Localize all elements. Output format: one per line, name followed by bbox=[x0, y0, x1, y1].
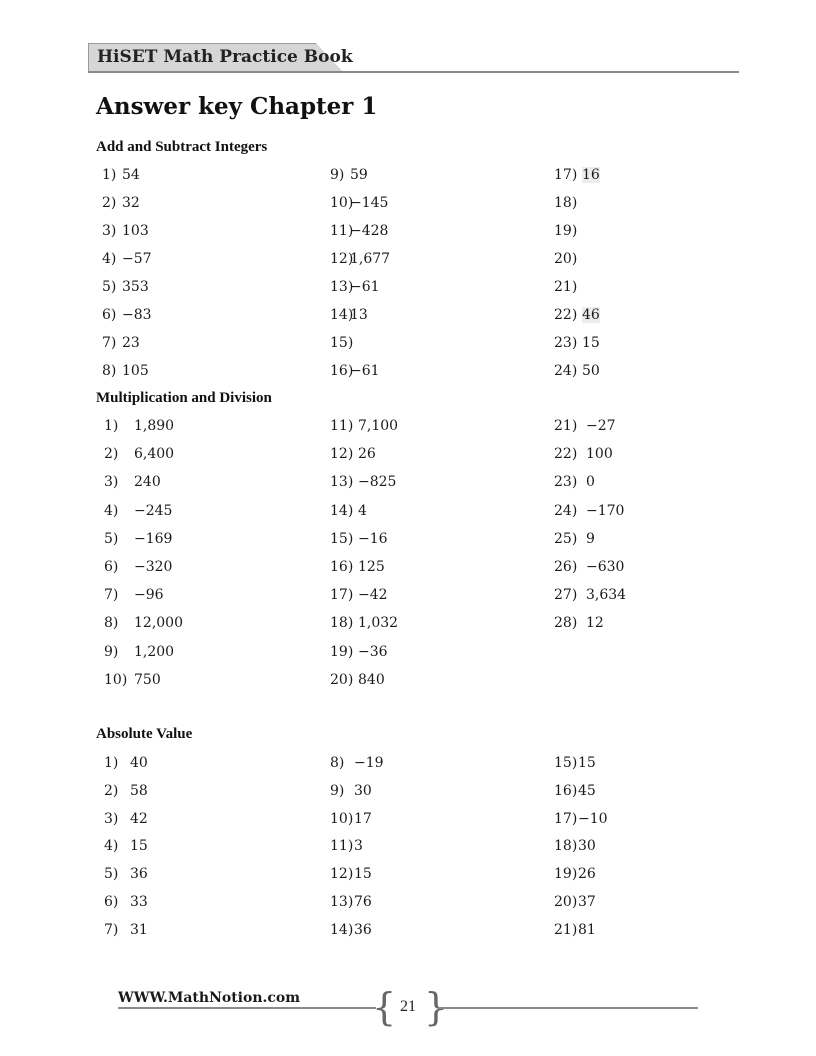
footer-divider-right bbox=[438, 1007, 698, 1009]
answer-item bbox=[104, 810, 148, 827]
answer-item bbox=[330, 671, 385, 688]
answer-item bbox=[554, 418, 616, 434]
answer-value: −320 bbox=[134, 559, 173, 575]
answer-number: 10) bbox=[330, 810, 354, 827]
answer-item bbox=[104, 418, 175, 434]
section-heading: Absolute Value bbox=[96, 726, 193, 742]
answer-number: 17) bbox=[330, 587, 354, 604]
answer-item bbox=[554, 559, 625, 575]
answer-number: 7) bbox=[104, 921, 119, 938]
answer-value: 3 bbox=[354, 838, 363, 855]
answer-number: 8) bbox=[330, 755, 345, 771]
answer-item bbox=[554, 195, 577, 211]
answer-item bbox=[104, 559, 173, 575]
answer-number: 14) bbox=[330, 921, 354, 938]
answer-value: 3,634 bbox=[586, 587, 627, 604]
answer-item bbox=[554, 782, 596, 799]
answer-number: 22) bbox=[554, 307, 578, 323]
answer-number: 16) bbox=[330, 559, 354, 575]
answer-value: 1,890 bbox=[134, 418, 175, 434]
answer-value: 50 bbox=[582, 363, 600, 379]
answer-number: 10) bbox=[330, 195, 354, 211]
answer-number: 8) bbox=[102, 363, 117, 379]
answer-value: −61 bbox=[350, 279, 380, 295]
answer-value: 16 bbox=[582, 167, 600, 183]
answer-value: −630 bbox=[586, 559, 625, 575]
answer-number: 13) bbox=[330, 474, 354, 491]
answer-item bbox=[104, 894, 148, 910]
answer-value: 100 bbox=[586, 446, 613, 463]
answer-number: 6) bbox=[102, 307, 117, 323]
answer-number: 15) bbox=[554, 755, 578, 771]
answer-value: −83 bbox=[122, 307, 152, 323]
answer-value: 1,677 bbox=[350, 251, 391, 267]
section-heading: Add and Subtract Integers bbox=[96, 139, 268, 155]
answer-item bbox=[554, 894, 596, 910]
answer-item bbox=[330, 755, 384, 771]
answer-number: 5) bbox=[102, 279, 117, 295]
answer-number: 26) bbox=[554, 559, 578, 575]
answer-number: 12) bbox=[330, 446, 354, 463]
answer-item bbox=[104, 530, 173, 547]
answer-number: 11) bbox=[330, 838, 354, 855]
answer-value: −57 bbox=[122, 251, 152, 267]
answer-item bbox=[554, 251, 577, 267]
answer-value: 353 bbox=[122, 279, 149, 295]
answer-number: 14) bbox=[330, 307, 354, 323]
answer-number: 19) bbox=[330, 643, 354, 660]
answer-number: 11) bbox=[330, 418, 354, 434]
answer-value: −825 bbox=[358, 474, 397, 491]
answer-item bbox=[330, 223, 389, 239]
answer-item bbox=[330, 363, 380, 379]
answer-number: 9) bbox=[330, 167, 345, 183]
answer-value: 12 bbox=[586, 615, 604, 632]
answer-item bbox=[330, 446, 376, 463]
answer-number: 17) bbox=[554, 167, 578, 183]
answer-number: 10) bbox=[104, 671, 128, 688]
answer-number: 20) bbox=[554, 251, 578, 267]
answer-number: 1) bbox=[104, 418, 119, 434]
answer-value: 6,400 bbox=[134, 446, 175, 463]
answer-value: 15 bbox=[578, 755, 596, 771]
answer-item bbox=[554, 167, 600, 183]
answer-value: −169 bbox=[134, 530, 173, 547]
left-brace-icon: { bbox=[372, 985, 397, 1029]
answer-item bbox=[330, 279, 380, 295]
answer-item bbox=[104, 866, 148, 883]
answer-number: 16) bbox=[330, 363, 354, 379]
answer-value: 240 bbox=[134, 474, 161, 491]
answer-value: −42 bbox=[358, 587, 388, 604]
answer-item bbox=[102, 335, 140, 351]
answer-number: 1) bbox=[102, 167, 117, 183]
answer-number: 17) bbox=[554, 810, 578, 827]
answer-number: 24) bbox=[554, 502, 578, 519]
answer-item bbox=[554, 335, 600, 351]
chapter-title: Answer key Chapter 1 bbox=[96, 93, 378, 120]
answer-number: 15) bbox=[330, 335, 354, 351]
answer-value: −96 bbox=[134, 587, 164, 604]
answer-number: 2) bbox=[104, 782, 119, 799]
answer-value: 840 bbox=[358, 671, 385, 688]
answer-item bbox=[554, 866, 596, 883]
answer-value: 103 bbox=[122, 223, 149, 239]
answer-item bbox=[330, 782, 372, 799]
answer-number: 2) bbox=[104, 446, 119, 463]
answer-number: 2) bbox=[102, 195, 117, 211]
answer-item bbox=[330, 894, 372, 910]
answer-value: 36 bbox=[130, 866, 148, 883]
answer-value: −19 bbox=[354, 755, 384, 771]
answer-number: 22) bbox=[554, 446, 578, 463]
answer-value: −16 bbox=[358, 530, 388, 547]
answer-number: 11) bbox=[330, 223, 354, 239]
answer-item bbox=[102, 195, 140, 211]
answer-number: 20) bbox=[330, 671, 354, 688]
answer-value: 59 bbox=[350, 167, 368, 183]
answer-value: 81 bbox=[578, 921, 596, 938]
answer-value: 12,000 bbox=[134, 615, 183, 632]
answer-number: 25) bbox=[554, 530, 578, 547]
page-number: 21 bbox=[400, 998, 416, 1015]
answer-value: 36 bbox=[354, 921, 372, 938]
answer-value: −145 bbox=[350, 195, 389, 211]
answer-item bbox=[102, 279, 149, 295]
answer-number: 21) bbox=[554, 279, 578, 295]
answer-value: −170 bbox=[586, 502, 625, 519]
answer-item bbox=[330, 251, 391, 267]
answer-value: 105 bbox=[122, 363, 149, 379]
header-divider bbox=[88, 71, 739, 73]
answer-number: 19) bbox=[554, 223, 578, 239]
answer-value: 23 bbox=[122, 335, 140, 351]
answer-item bbox=[330, 587, 388, 604]
answer-value: 30 bbox=[354, 782, 372, 799]
answer-number: 14) bbox=[330, 502, 354, 519]
answer-value: 17 bbox=[354, 810, 372, 827]
answer-number: 7) bbox=[102, 335, 117, 351]
answer-item bbox=[102, 167, 140, 183]
answer-item bbox=[554, 307, 600, 323]
answer-number: 20) bbox=[554, 894, 578, 910]
answer-value: 46 bbox=[582, 307, 600, 323]
answer-value: 125 bbox=[358, 559, 385, 575]
answer-value: 33 bbox=[130, 894, 148, 910]
answer-item bbox=[554, 615, 604, 632]
answer-number: 3) bbox=[104, 474, 119, 491]
answer-number: 3) bbox=[102, 223, 117, 239]
answer-value: 42 bbox=[130, 810, 148, 827]
answer-item bbox=[330, 195, 389, 211]
answer-value: 1,032 bbox=[358, 615, 399, 632]
answer-number: 19) bbox=[554, 866, 578, 883]
footer-website: WWW.MathNotion.com bbox=[118, 990, 301, 1006]
answer-item bbox=[554, 279, 577, 295]
answer-item bbox=[330, 502, 367, 519]
answer-number: 24) bbox=[554, 363, 578, 379]
answer-value: −61 bbox=[350, 363, 380, 379]
answer-number: 7) bbox=[104, 587, 119, 604]
answer-item bbox=[330, 167, 368, 183]
answer-value: 15 bbox=[354, 866, 372, 883]
answer-value: 30 bbox=[578, 838, 596, 855]
answer-value: −428 bbox=[350, 223, 389, 239]
answer-number: 18) bbox=[554, 195, 578, 211]
answer-item bbox=[554, 530, 595, 547]
answer-number: 12) bbox=[330, 866, 354, 883]
answer-item bbox=[330, 474, 397, 491]
answer-number: 6) bbox=[104, 559, 119, 575]
answer-value: 1,200 bbox=[134, 643, 175, 660]
answer-item bbox=[104, 643, 175, 660]
answer-value: 45 bbox=[578, 782, 596, 799]
answer-item bbox=[330, 615, 399, 632]
answer-number: 4) bbox=[104, 838, 119, 855]
answer-value: 54 bbox=[122, 167, 140, 183]
answer-value: 13 bbox=[350, 307, 368, 323]
answer-item bbox=[554, 474, 595, 491]
answer-item bbox=[330, 335, 353, 351]
answer-item bbox=[554, 223, 577, 239]
answer-value: −36 bbox=[358, 643, 388, 660]
answer-item bbox=[104, 502, 173, 519]
answer-value: 40 bbox=[130, 755, 148, 771]
answer-item bbox=[104, 615, 183, 632]
answer-number: 27) bbox=[554, 587, 578, 604]
book-title: HiSET Math Practice Book bbox=[97, 47, 353, 67]
answer-item bbox=[102, 363, 149, 379]
answer-number: 9) bbox=[104, 643, 119, 660]
answer-item bbox=[554, 363, 600, 379]
answer-item bbox=[104, 446, 175, 463]
answer-value: 26 bbox=[358, 446, 376, 463]
answer-number: 5) bbox=[104, 530, 119, 547]
answer-number: 21) bbox=[554, 418, 578, 434]
answer-item bbox=[554, 921, 596, 938]
answer-number: 5) bbox=[104, 866, 119, 883]
answer-value: 15 bbox=[130, 838, 148, 855]
answer-number: 12) bbox=[330, 251, 354, 267]
answer-value: 31 bbox=[130, 921, 148, 938]
answer-item bbox=[104, 782, 148, 799]
answer-item bbox=[330, 559, 385, 575]
answer-item bbox=[104, 671, 161, 688]
answer-value: 32 bbox=[122, 195, 140, 211]
answer-value: 0 bbox=[586, 474, 595, 491]
answer-number: 23) bbox=[554, 474, 578, 491]
answer-number: 4) bbox=[104, 502, 119, 519]
right-brace-icon: } bbox=[424, 985, 449, 1029]
answer-item bbox=[104, 755, 148, 771]
answer-number: 18) bbox=[330, 615, 354, 632]
answer-item bbox=[330, 530, 388, 547]
answer-item bbox=[330, 643, 388, 660]
answer-number: 4) bbox=[102, 251, 117, 267]
answer-value: 9 bbox=[586, 530, 595, 547]
answer-value: 58 bbox=[130, 782, 148, 799]
answer-item bbox=[104, 587, 164, 604]
answer-value: 26 bbox=[578, 866, 596, 883]
answer-number: 1) bbox=[104, 755, 119, 771]
answer-number: 18) bbox=[554, 838, 578, 855]
answer-value: −10 bbox=[578, 810, 608, 827]
answer-value: 15 bbox=[582, 335, 600, 351]
answer-number: 15) bbox=[330, 530, 354, 547]
answer-item bbox=[330, 921, 372, 938]
answer-value: 4 bbox=[358, 502, 367, 519]
answer-item bbox=[554, 810, 608, 827]
answer-value: 37 bbox=[578, 894, 596, 910]
answer-number: 8) bbox=[104, 615, 119, 632]
answer-number: 21) bbox=[554, 921, 578, 938]
answer-number: 9) bbox=[330, 782, 345, 799]
answer-value: −27 bbox=[586, 418, 616, 434]
answer-item bbox=[330, 838, 363, 855]
answer-value: −245 bbox=[134, 502, 173, 519]
answer-value: 76 bbox=[354, 894, 372, 910]
answer-number: 23) bbox=[554, 335, 578, 351]
answer-item bbox=[554, 502, 625, 519]
answer-item bbox=[330, 866, 372, 883]
answer-item bbox=[330, 307, 368, 323]
answer-value: 750 bbox=[134, 671, 161, 688]
answer-number: 16) bbox=[554, 782, 578, 799]
answer-item bbox=[104, 474, 161, 491]
answer-value: 7,100 bbox=[358, 418, 399, 434]
answer-item bbox=[330, 418, 399, 434]
answer-item bbox=[104, 838, 148, 855]
answer-item bbox=[102, 307, 152, 323]
answer-item bbox=[330, 810, 372, 827]
answer-item bbox=[554, 755, 596, 771]
answer-item bbox=[102, 223, 149, 239]
answer-item bbox=[554, 587, 627, 604]
answer-number: 13) bbox=[330, 279, 354, 295]
section-heading: Multiplication and Division bbox=[96, 390, 272, 406]
footer-divider-left bbox=[118, 1007, 376, 1009]
answer-item bbox=[554, 838, 596, 855]
answer-number: 28) bbox=[554, 615, 578, 632]
answer-item bbox=[102, 251, 152, 267]
answer-number: 13) bbox=[330, 894, 354, 910]
answer-item bbox=[554, 446, 613, 463]
answer-number: 3) bbox=[104, 810, 119, 827]
answer-item bbox=[104, 921, 148, 938]
answer-number: 6) bbox=[104, 894, 119, 910]
